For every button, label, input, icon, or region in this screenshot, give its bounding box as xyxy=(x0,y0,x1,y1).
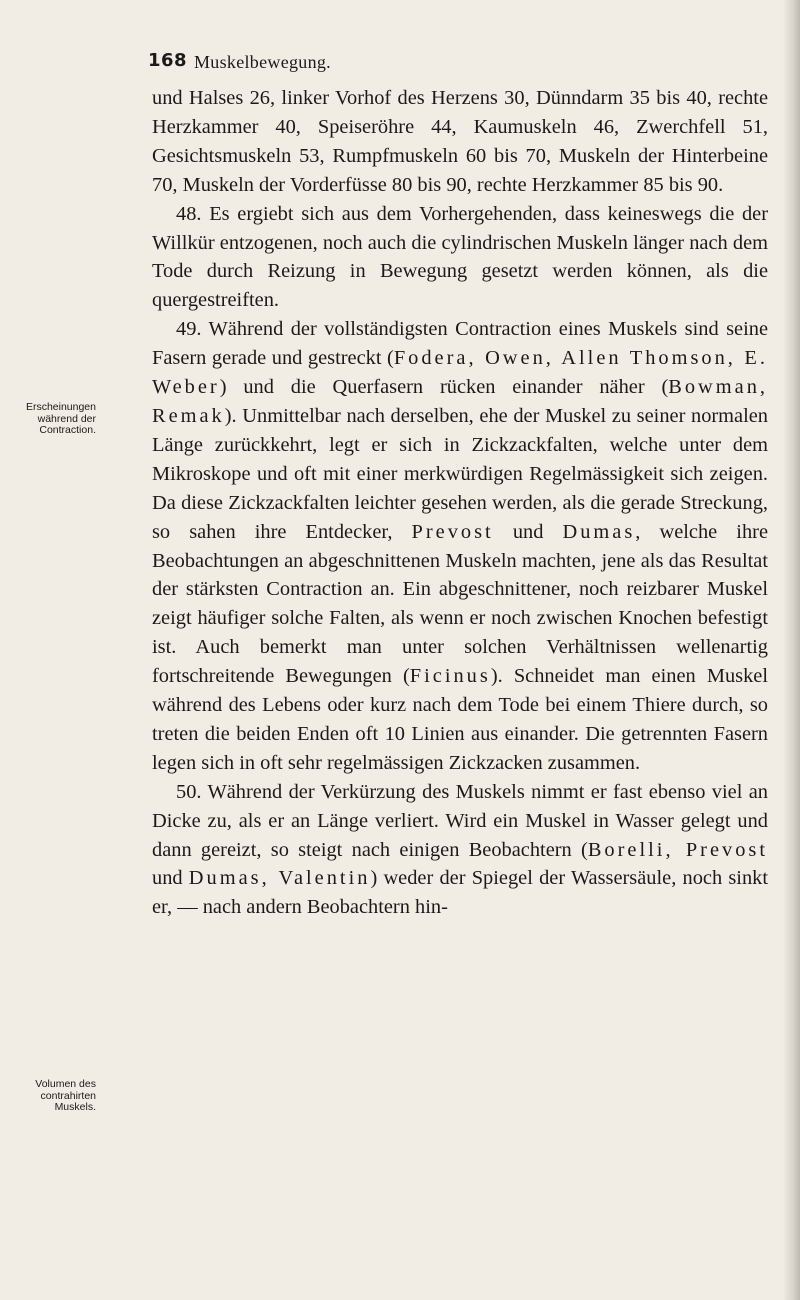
author-names: Fodera, Owen, Allen Thomson, E. Weber xyxy=(152,347,768,399)
paragraph-50-text: ) weder der Spiegel der Wassersäule, noch sinkt er, — nach andern Beobachtern hin- xyxy=(152,867,769,919)
paragraph-50 xyxy=(152,778,768,923)
page-header xyxy=(148,50,768,80)
running-head: Muskelbewegung. xyxy=(194,52,331,72)
author-names: Borelli, Prevost xyxy=(587,838,769,861)
paragraph-50-text: und xyxy=(152,867,189,890)
page-number: 168 xyxy=(148,50,188,71)
author-names: Dumas xyxy=(562,520,636,543)
margin-note-contraction: Erscheinungen während der Contraction. xyxy=(25,401,96,436)
paragraph-49-text: ). Schneidet man einen Muskel während des Lebens oder kurz nach dem Tode bei einem Thiere durch, so treten die beiden Enden oft 10 Linien aus einander. Die getrennten Fasern legen sich in oft sehr regelmässigen Zickzacken zusammen. xyxy=(152,665,768,774)
author-names: Bowman, Remak xyxy=(152,376,768,427)
paragraph-muscle-list: und Halses 26, linker Vorhof des Herzens 30, Dünndarm 35 bis 40, rechte Herzkammer 40, Speiseröhre 44, Kaumuskeln 46, Zwerchfell 51, Gesichtsmuskeln 53, Rumpfmuskeln 60 bis 70, Muskeln der Hinterbeine 70, Muskeln der Vorderfüsse 80 bis 90, rechte Herzkammer 85 bis 90. xyxy=(152,87,768,196)
paragraph-49-text: , welche ihre Beobachtungen an abgeschnittenen Muskeln machten, jene als das Resultat der stärksten Contraction an. Ein abgeschnittener, noch reizbarer Muskel zeigt häufiger solche Falten, als wenn er noch zwischen Knochen befestigt ist. Auch bemerkt man unter solchen Verhältnissen wellenartig fortschreitende Bewegungen ( xyxy=(152,520,768,688)
author-names: Dumas, Valentin xyxy=(188,867,371,890)
paragraph-49-text: ). Unmittelbar nach derselben, ehe der Muskel zu seiner normalen Länge zurückkehrt, legt er sich in Zickzackfalten, welche unter dem Mikroskope und oft mit einer merkwürdigen Regelmässigkeit sich zeigen. Da diese Zickzackfalten leichter gesehen werden, als die gerade Streckung, so sahen ihre Entdecker, xyxy=(152,404,768,543)
page-edge-shadow xyxy=(782,0,800,1300)
paragraph-50-text: 50. Während der Verkürzung des Muskels nimmt er fast ebenso viel an Dicke zu, als er an Länge verliert. Wird ein Muskel in Wasser gelegt und dann gereizt, so steigt nach einigen Beobachtern ( xyxy=(152,780,768,861)
paragraph-48: 48. Es ergiebt sich aus dem Vorhergehenden, dass keineswegs die der Willkür entzogenen, noch auch die cylindrischen Muskeln länger nach dem Tode durch Reizung in Bewegung gesetzt werden können, als die quergestreiften. xyxy=(152,202,768,312)
paragraph-49-text: 49. Während der vollständigsten Contraction eines Muskels sind seine Fasern gerade und gestreckt ( xyxy=(152,318,768,370)
body-text xyxy=(152,84,768,922)
paragraph-49 xyxy=(152,315,768,778)
margin-note-volume: Volumen des contrahirten Muskels. xyxy=(35,1078,96,1113)
paragraph-49-text: und xyxy=(493,520,563,543)
author-names: Ficinus xyxy=(409,665,491,688)
author-names: Prevost xyxy=(411,520,494,543)
paragraph-49-text: ) und die Querfasern rücken einander näher ( xyxy=(219,376,669,399)
